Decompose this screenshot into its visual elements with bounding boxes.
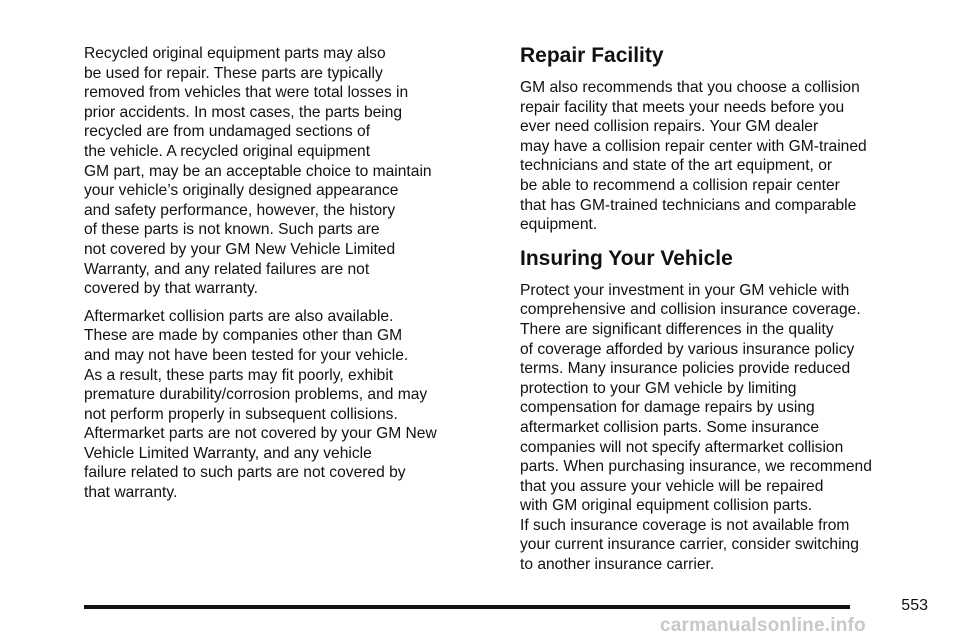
repair-facility-paragraph: [520, 78, 932, 235]
text-line: There are significant differences in the quality: [520, 320, 834, 338]
text-line: These are made by companies other than GM: [84, 327, 403, 345]
footer-rule: [84, 605, 850, 609]
aftermarket-parts-paragraph: [84, 307, 496, 503]
text-line: prior accidents. In most cases, the parts being: [84, 103, 403, 121]
text-line: covered by that warranty.: [84, 280, 258, 298]
page-number: 553: [901, 597, 928, 614]
text-line: repair facility that meets your needs before you: [520, 98, 845, 116]
text-line: that warranty.: [84, 484, 178, 502]
text-line: equipment.: [520, 216, 598, 234]
text-line: not perform properly in subsequent collisions.: [84, 405, 398, 423]
text-line: Aftermarket collision parts are also available.: [84, 307, 394, 325]
text-line: and may not have been tested for your vehicle.: [84, 346, 409, 364]
text-line: that you assure your vehicle will be repaired: [520, 477, 824, 495]
right-column: [520, 44, 932, 583]
text-line: may have a collision repair center with GM-trained: [520, 137, 867, 155]
text-line: be used for repair. These parts are typically: [84, 64, 383, 82]
text-line: of coverage afforded by various insurance policy: [520, 340, 855, 358]
text-line: not covered by your GM New Vehicle Limited: [84, 240, 396, 258]
text-line: comprehensive and collision insurance coverage.: [520, 301, 861, 319]
text-line: of these parts is not known. Such parts are: [84, 221, 380, 239]
text-line: If such insurance coverage is not available from: [520, 516, 850, 534]
text-line: your current insurance carrier, consider switching: [520, 536, 859, 554]
left-column: [84, 44, 496, 511]
text-line: the vehicle. A recycled original equipment: [84, 142, 371, 160]
recycled-parts-paragraph: [84, 44, 496, 299]
insuring-vehicle-heading: Insuring Your Vehicle: [520, 246, 733, 270]
text-line: Protect your investment in your GM vehicle with: [520, 281, 850, 299]
text-line: GM part, may be an acceptable choice to maintain: [84, 162, 432, 180]
text-line: terms. Many insurance policies provide reduced: [520, 360, 851, 378]
text-line: Warranty, and any related failures are not: [84, 260, 370, 278]
text-line: compensation for damage repairs by using: [520, 399, 815, 417]
text-line: to another insurance carrier.: [520, 556, 715, 574]
text-line: premature durability/corrosion problems, and may: [84, 386, 428, 404]
text-line: Vehicle Limited Warranty, and any vehicle: [84, 444, 372, 462]
insuring-vehicle-paragraph: [520, 281, 932, 575]
text-line: your vehicle’s originally designed appearance: [84, 182, 399, 200]
watermark: carmanualsonline.info: [660, 615, 866, 636]
text-line: aftermarket collision parts. Some insurance: [520, 418, 820, 436]
repair-facility-heading: Repair Facility: [520, 44, 664, 67]
text-line: GM also recommends that you choose a collision: [520, 79, 860, 96]
text-line: parts. When purchasing insurance, we recommend: [520, 458, 872, 476]
text-line: be able to recommend a collision repair center: [520, 176, 840, 194]
text-line: As a result, these parts may fit poorly, exhibit: [84, 366, 394, 384]
text-line: Aftermarket parts are not covered by your GM New: [84, 425, 437, 443]
text-line: with GM original equipment collision parts.: [520, 497, 813, 515]
text-line: protection to your GM vehicle by limiting: [520, 379, 797, 397]
text-line: technicians and state of the art equipment, or: [520, 157, 833, 175]
text-line: and safety performance, however, the history: [84, 201, 396, 219]
text-line: Recycled original equipment parts may also: [84, 45, 386, 62]
text-line: companies will not specify aftermarket collision: [520, 438, 844, 456]
text-line: removed from vehicles that were total losses in: [84, 84, 409, 102]
text-line: that has GM-trained technicians and comparable: [520, 196, 857, 214]
text-line: failure related to such parts are not covered by: [84, 464, 406, 482]
text-line: recycled are from undamaged sections of: [84, 123, 371, 141]
text-line: ever need collision repairs. Your GM dealer: [520, 118, 819, 136]
